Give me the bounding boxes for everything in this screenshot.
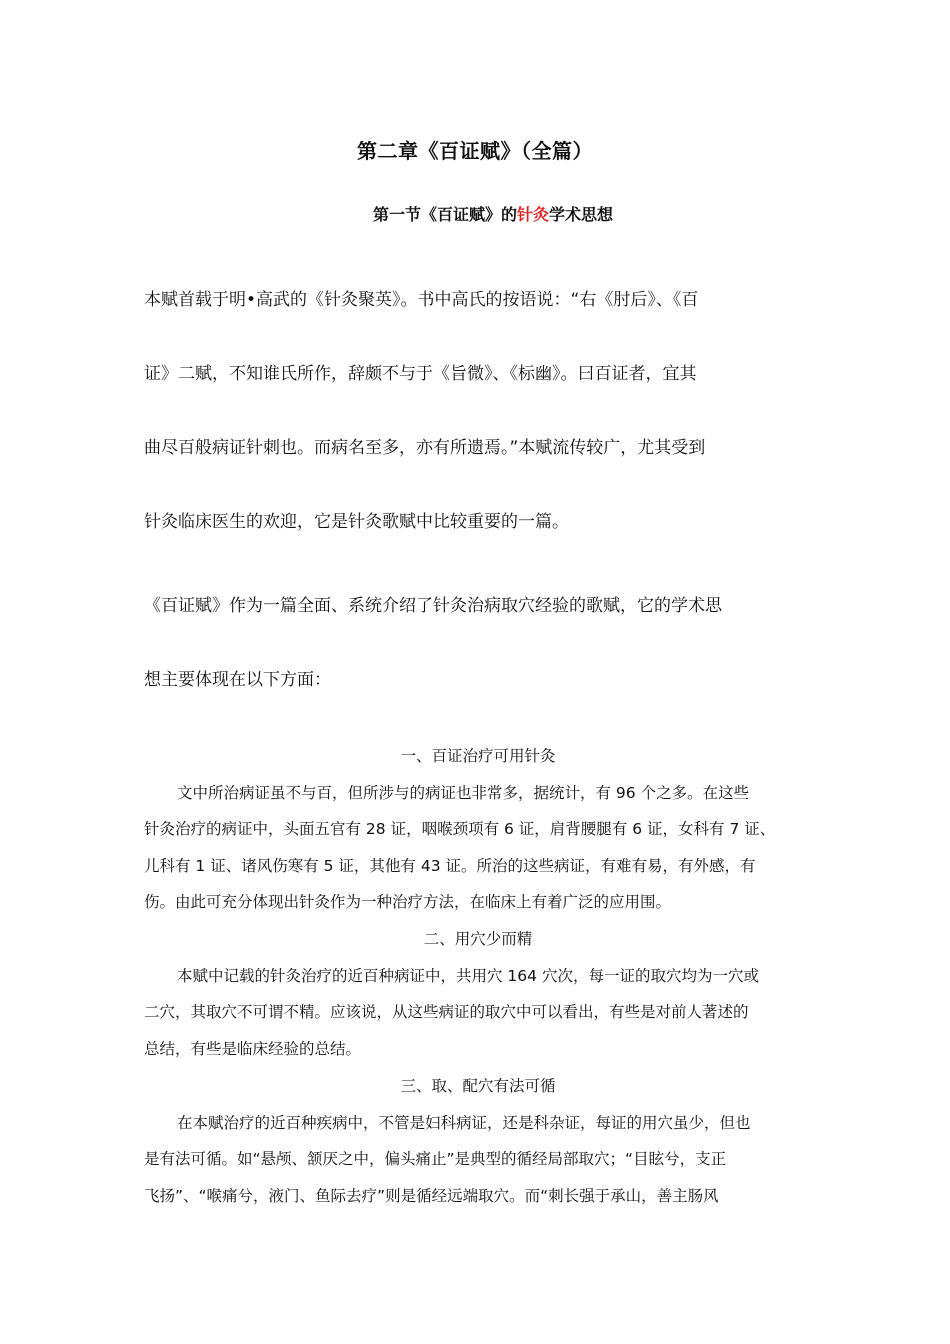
intro-paragraph-1 xyxy=(144,263,814,559)
section-1 xyxy=(144,738,812,921)
intro-line: 针灸临床医生的欢迎，它是针灸歌赋中比较重要的一篇。 xyxy=(144,512,569,532)
intro-line: 本赋首载于明•高武的《针灸聚英》。书中高氏的按语说：“右《肘后》、《百 xyxy=(144,290,699,310)
body-line: 本赋中记载的针灸治疗的近百种病证中，共用穴 164 穴次，每一证的取穴均为一穴或 xyxy=(177,966,759,985)
intro-line: 想主要体现在以下方面： xyxy=(144,670,331,690)
body-line: 是有法可循。如“悬颅、颔厌之中，偏头痛止”是典型的循经局部取穴；“目眩兮，支正 xyxy=(144,1150,727,1168)
body-line: 伤。由此可充分体现出针灸作为一种治疗方法，在临床上有着广泛的应用围。 xyxy=(144,893,672,911)
body-line: 在本赋治疗的近百种疾病中，不管是妇科病证，还是科杂证，每证的用穴虽少，但也 xyxy=(177,1113,751,1132)
section-2 xyxy=(144,921,812,1067)
body-line: 儿科有 1 证、诸风伤寒有 5 证，其他有 43 证。所治的这些病证，有难有易，有外感，有 xyxy=(144,856,756,875)
section-title xyxy=(0,202,950,228)
body-line: 总结，有些是临床经验的总结。 xyxy=(144,1039,362,1058)
intro-paragraph-2 xyxy=(144,569,814,717)
chapter-title: 第二章《百证赋》（全篇） xyxy=(357,139,593,163)
body-line: 文中所治病证虽不与百，但所涉与的病证也非常多，据统计，有 96 个之多。在这些 xyxy=(177,783,750,802)
section-3 xyxy=(144,1068,812,1214)
intro-line: 证》二赋，不知谁氏所作，辞颇不与于《旨微》、《标幽》。曰百证者，宜其 xyxy=(144,364,697,384)
section-title-prefix: 第一节《百证赋》的 xyxy=(372,205,517,224)
section-heading: 二、用穴少而精 xyxy=(423,930,533,948)
intro-line: 曲尽百般病证针刺也。而病名至多，亦有所遗焉。”本赋流传较广，尤其受到 xyxy=(144,438,706,458)
section-title-highlight: 针灸 xyxy=(516,205,549,224)
body-line: 飞扬”、“喉痛兮，液门、鱼际去疗”则是循经远端取穴。而“刺长强于承山，善主肠风 xyxy=(144,1186,719,1205)
section-title-suffix: 学术思想 xyxy=(549,205,614,224)
section-heading: 一、百证治疗可用针灸 xyxy=(400,747,556,765)
body-line: 二穴，其取穴不可谓不精。应该说，从这些病证的取穴中可以看出，有些是对前人著述的 xyxy=(144,1003,749,1021)
section-heading: 三、取、配穴有法可循 xyxy=(400,1077,556,1095)
body-line: 针灸治疗的病证中，头面五官有 28 证，咽喉颈项有 6 证，肩背腰腿有 6 证，女科有 7 证、 xyxy=(144,820,776,838)
intro-line: 《百证赋》作为一篇全面、系统介绍了针灸治病取穴经验的歌赋，它的学术思 xyxy=(144,596,722,616)
